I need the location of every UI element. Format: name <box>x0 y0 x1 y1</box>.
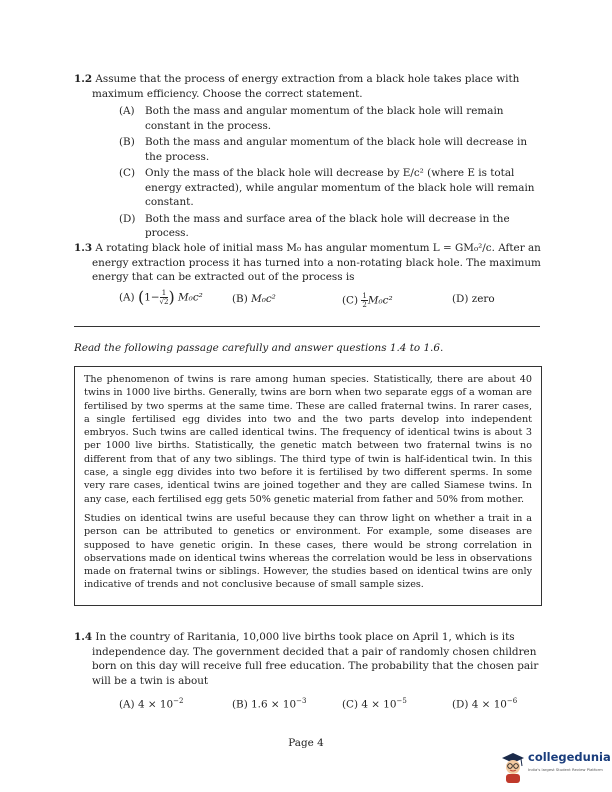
reading-passage <box>74 366 542 606</box>
brand-tagline: India's largest Student Review Platform <box>528 767 603 772</box>
question-text: A rotating black hole of initial mass M₀ has angular momentum L = GM₀²/c. After an energy extraction process it has turned into a non-rotating black hole. The maximum energy that can be extracted out of the process is <box>92 242 541 283</box>
question-number: 1.4 <box>74 631 93 643</box>
student-mascot-icon <box>500 750 526 784</box>
option-b: (B) M₀c² <box>232 292 276 305</box>
brand-name: collegedunia <box>528 750 611 764</box>
section-divider <box>74 326 540 327</box>
question-number: 1.2 <box>74 73 93 85</box>
passage-instruction: Read the following passage carefully and answer questions 1.4 to 1.6. <box>74 342 444 354</box>
options-row <box>74 694 542 716</box>
question-stem <box>74 72 542 101</box>
question-1-4 <box>74 630 542 716</box>
option-c: (C) $\frac{1}{2}$ M₀c² <box>342 291 393 309</box>
option-c: (C) Only the mass of the black hole will decrease by E/c² (where E is total energy extracted), while angular momentum of the black hole will remain constant. <box>119 167 535 208</box>
option-a: (A) Both the mass and angular momentum of the black hole will remain constant in the process. <box>119 105 504 132</box>
question-1-3 <box>74 241 542 311</box>
option-a: (A) $4 \times 10^{-2}$ <box>119 697 184 711</box>
page-number: Page 4 <box>288 737 324 749</box>
option-d: (D) $4 \times 10^{-6}$ <box>452 697 518 711</box>
option-c: (C) $4 \times 10^{-5}$ <box>342 697 407 711</box>
question-stem <box>74 241 542 285</box>
question-text: Assume that the process of energy extraction from a black hole takes place with maximum efficiency. Choose the correct statement. <box>92 73 520 100</box>
option-d: (D) Both the mass and surface area of the black hole will decrease in the process. <box>119 212 510 239</box>
option-d: (D) zero <box>452 292 495 305</box>
option-b: (B) Both the mass and angular momentum of the black hole will decrease in the process. <box>119 136 528 163</box>
passage-paragraph-1: The phenomenon of twins is rare among human species. Statistically, there are about 40 twins in 1000 live births. Generally, twins are born when two separate eggs of a woman are fertilised by two sperms at the same time. These are called fraternal twins. In rarer cases, a single fertilised egg divides into two and the two parts develop into independent embryos. Such twins are called identical twins. The frequency of identical twins is about 3 per 1000 live births. Statistically, the genetic match between two fraternal twins is no different from that of any two siblings. The third type of twin is half-identical twin. In this case, a single egg divides into two before it is fertilised by two different sperms. In some very rare cases, identical twins are joined together and they are called Siamese twins. In any case, each fertilised egg gets 50% genetic material from father and 50% from mother. <box>84 374 532 505</box>
question-1-2 <box>74 72 542 241</box>
question-number: 1.3 <box>74 242 93 254</box>
options-row <box>74 286 542 311</box>
question-stem <box>74 630 542 688</box>
question-text: In the country of Raritania, 10,000 live births took place on April 1, which is its independence day. The government decided that a pair of randomly chosen children born on this day will receive full free education. The probability that the chosen pair will be a twin is about <box>92 631 539 687</box>
collegedunia-logo[interactable] <box>500 748 611 788</box>
option-b: (B) $1.6 \times 10^{-3}$ <box>232 697 307 711</box>
passage-paragraph-2: Studies on identical twins are useful because they can throw light on whether a trait in a person can be attributed to genetics or environment. For example, some diseases are supposed to have genetic origin. In these cases, there would be strong correlation in observations made on identical twins whereas the correlation would be less in observations made on fraternal twins or siblings. However, the studies based on identical twins are only indicative of trends and not conclusive because of small sample sizes. <box>84 512 532 591</box>
option-a: (A) (1− $\frac{1}{√2}$ ) M₀c² <box>119 286 203 306</box>
